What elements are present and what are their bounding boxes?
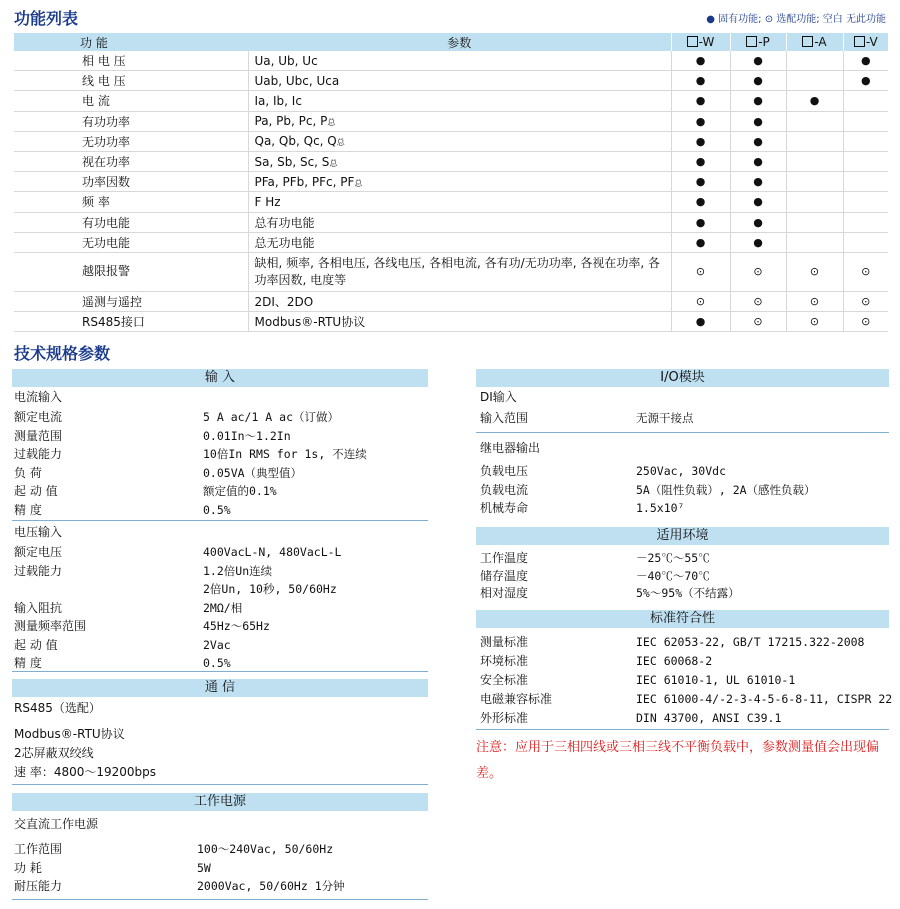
env-spec-value: －25℃～55℃ [636, 551, 710, 565]
comm-line: 2芯屏蔽双绞线 [14, 746, 94, 760]
feature-name: 线 电 压 [14, 71, 248, 91]
io-panel-title: I/O模块 [476, 369, 889, 387]
standard-feature-icon: ● [671, 51, 730, 71]
voltage-spec-value: 45Hz～65Hz [203, 619, 270, 633]
optional-feature-icon: ⊙ [843, 312, 888, 332]
feature-params: 2DI、2DO [248, 291, 671, 311]
param-subscript: 总 [336, 138, 345, 148]
standard-feature-icon: ● [730, 192, 786, 212]
table-row [14, 111, 888, 131]
standard-feature-icon: ● [730, 111, 786, 131]
feature-name: 有功功率 [14, 111, 248, 131]
env-spec-value: －40℃～70℃ [636, 568, 710, 583]
empty-cell [786, 172, 843, 192]
optional-feature-icon: ⊙ [786, 312, 843, 332]
feature-table-header [14, 33, 888, 51]
relay-heading: 继电器输出 [480, 441, 541, 455]
voltage-spec-value: 2倍Un, 10秒, 50/60Hz [203, 582, 337, 596]
feature-name: 视在功率 [14, 151, 248, 171]
feature-name: 越限报警 [14, 252, 248, 291]
empty-cell [786, 111, 843, 131]
voltage-spec-value: 1.2倍Un连续 [203, 563, 273, 578]
feature-params: F Hz [248, 192, 671, 212]
feature-params: 总有功电能 [248, 212, 671, 232]
standard-feature-icon: ● [730, 71, 786, 91]
feature-params: Uab, Ubc, Uca [248, 71, 671, 91]
env-spec-value: 5%～95%（不结露） [636, 586, 740, 600]
optional-feature-icon: ⊙ [671, 252, 730, 291]
standard-feature-icon: ● [671, 232, 730, 252]
empty-cell [843, 192, 888, 212]
divider [476, 729, 889, 730]
param-subscript: 总 [354, 178, 363, 188]
header-model-p: -P [730, 33, 786, 51]
optional-feature-icon: ⊙ [671, 291, 730, 311]
std-panel-title: 标准符合性 [476, 610, 889, 628]
current-spec-value: 0.01In～1.2In [203, 428, 291, 443]
feature-name: RS485接口 [14, 312, 248, 332]
optional-feature-icon: ⊙ [786, 291, 843, 311]
box-icon [746, 36, 757, 47]
box-icon [802, 36, 813, 47]
box-icon [687, 36, 698, 47]
env-panel-title: 适用环境 [476, 527, 889, 545]
current-spec-value: 0.05VA（典型值） [203, 465, 303, 480]
comm-panel-title: 通 信 [12, 679, 428, 697]
feature-name: 有功电能 [14, 212, 248, 232]
relay-spec-label: 负载电压 [480, 464, 529, 478]
feature-name: 遥测与遥控 [14, 291, 248, 311]
feature-params: Sa, Sb, Sc, S总 [248, 151, 671, 171]
divider [12, 899, 428, 900]
voltage-spec-value: 2MΩ/相 [203, 600, 243, 615]
standard-feature-icon: ● [671, 71, 730, 91]
feature-table [14, 33, 888, 332]
std-spec-label: 外形标准 [480, 711, 529, 725]
feature-name: 无功电能 [14, 232, 248, 252]
standard-feature-icon: ● [843, 51, 888, 71]
feature-name: 无功功率 [14, 131, 248, 151]
env-spec-label: 工作温度 [480, 551, 529, 565]
power-spec-label: 耐压能力 [14, 879, 63, 893]
feature-params: Ia, Ib, Ic [248, 91, 671, 111]
feature-params: Pa, Pb, Pc, P总 [248, 111, 671, 131]
empty-cell [843, 151, 888, 171]
di-spec-label: 输入范围 [480, 411, 529, 425]
comm-line: RS485（选配） [14, 701, 101, 715]
current-spec-label: 负 荷 [14, 465, 42, 480]
standard-feature-icon: ● [730, 151, 786, 171]
standard-feature-icon: ● [730, 212, 786, 232]
empty-cell [786, 151, 843, 171]
current-input-heading: 电流输入 [14, 390, 63, 404]
standard-feature-icon: ● [671, 192, 730, 212]
relay-spec-value: 5A（阻性负载）, 2A（感性负载） [636, 482, 816, 497]
empty-cell [786, 71, 843, 91]
empty-cell [843, 131, 888, 151]
header-model-a: -A [786, 33, 843, 51]
box-icon [854, 36, 865, 47]
optional-feature-icon: ⊙ [843, 291, 888, 311]
di-heading: DI输入 [480, 390, 517, 404]
power-spec-label: 功 耗 [14, 860, 42, 875]
std-spec-value: DIN 43700, ANSI C39.1 [636, 711, 782, 725]
power-panel-title: 工作电源 [12, 793, 428, 811]
standard-feature-icon: ● [730, 131, 786, 151]
feature-params: Modbus®-RTU协议 [248, 312, 671, 332]
env-spec-label: 储存温度 [480, 568, 529, 583]
voltage-spec-value: 400VacL-N, 480VacL-L [203, 545, 342, 559]
empty-cell [843, 91, 888, 111]
voltage-spec-value: 0.5% [203, 656, 231, 670]
table-row [14, 192, 888, 212]
empty-cell [843, 111, 888, 131]
param-subscript: 总 [327, 118, 336, 128]
current-spec-label: 精 度 [14, 502, 42, 517]
std-spec-label: 安全标准 [480, 673, 529, 687]
table-row [14, 312, 888, 332]
standard-feature-icon: ● [671, 172, 730, 192]
standard-feature-icon: ● [671, 131, 730, 151]
feature-name: 电 流 [14, 91, 248, 111]
optional-feature-icon: ⊙ [730, 291, 786, 311]
std-spec-value: IEC 60068-2 [636, 654, 713, 668]
specs-section-title: 技术规格参数 [14, 344, 111, 363]
voltage-spec-label: 输入阻抗 [14, 600, 63, 615]
empty-cell [786, 192, 843, 212]
power-spec-value: 5W [197, 860, 211, 875]
relay-spec-value: 250Vac, 30Vdc [636, 464, 727, 478]
optional-feature-icon: ⊙ [730, 252, 786, 291]
relay-spec-label: 负载电流 [480, 482, 529, 497]
input-panel-title: 输 入 [12, 369, 428, 387]
header-model-w: -W [671, 33, 730, 51]
standard-feature-icon: ● [671, 111, 730, 131]
standard-feature-icon: ● [843, 71, 888, 91]
std-spec-label: 环境标准 [480, 654, 529, 668]
voltage-spec-label: 测量频率范围 [14, 619, 87, 633]
std-spec-label: 电磁兼容标准 [480, 692, 553, 706]
empty-cell [843, 212, 888, 232]
relay-spec-value: 1.5x10⁷ [636, 501, 685, 515]
legend: ● 固有功能; ⊙ 选配功能; 空白 无此功能 [706, 14, 886, 25]
table-row [14, 291, 888, 311]
empty-cell [843, 232, 888, 252]
header-model-v: -V [843, 33, 888, 51]
voltage-input-heading: 电压输入 [14, 525, 63, 539]
table-row [14, 212, 888, 232]
power-spec-label: 工作范围 [14, 842, 63, 856]
standard-feature-icon: ● [730, 232, 786, 252]
current-spec-label: 起 动 值 [14, 484, 58, 498]
empty-cell [786, 212, 843, 232]
env-spec-label: 相对湿度 [480, 586, 529, 600]
empty-cell [786, 232, 843, 252]
feature-name: 相 电 压 [14, 51, 248, 71]
note: 注意：应用于三相四线或三相三线不平衡负载中，参数测量值会出现偏差。 [476, 740, 880, 781]
feature-params: Ua, Ub, Uc [248, 51, 671, 71]
divider [476, 432, 889, 433]
table-row [14, 51, 888, 71]
table-row [14, 252, 888, 291]
table-row [14, 71, 888, 91]
voltage-spec-value: 2Vac [203, 637, 231, 652]
divider [12, 520, 428, 521]
voltage-spec-label: 过载能力 [14, 563, 63, 578]
current-spec-label: 额定电流 [14, 410, 63, 424]
relay-spec-label: 机械寿命 [480, 501, 529, 515]
current-spec-value: 0.5% [203, 502, 231, 517]
empty-cell [843, 172, 888, 192]
divider [12, 671, 428, 672]
standard-feature-icon: ● [671, 151, 730, 171]
table-row [14, 172, 888, 192]
standard-feature-icon: ● [730, 91, 786, 111]
std-spec-label: 测量标准 [480, 635, 529, 649]
power-heading: 交直流工作电源 [14, 817, 99, 831]
standard-feature-icon: ● [786, 91, 843, 111]
std-spec-value: IEC 62053-22, GB/T 17215.322-2008 [636, 635, 865, 649]
empty-cell [786, 51, 843, 71]
table-row [14, 232, 888, 252]
current-spec-value: 额定值的0.1% [203, 484, 277, 498]
feature-params: Qa, Qb, Qc, Q总 [248, 131, 671, 151]
std-spec-value: IEC 61010-1, UL 61010-1 [636, 673, 796, 687]
di-spec-value: 无源干接点 [636, 411, 694, 425]
feature-params: 总无功电能 [248, 232, 671, 252]
header-params: 参数 [248, 33, 671, 51]
feature-name: 频 率 [14, 192, 248, 212]
standard-feature-icon: ● [730, 172, 786, 192]
standard-feature-icon: ● [730, 51, 786, 71]
power-spec-value: 100～240Vac, 50/60Hz [197, 842, 334, 856]
feature-params: 缺相, 频率, 各相电压, 各线电压, 各相电流, 各有功/无功功率, 各视在功率, 各功率因数, 电度等 [248, 252, 671, 291]
header-function: 功 能 [14, 33, 248, 51]
features-section-title: 功能列表 [14, 9, 79, 28]
optional-feature-icon: ⊙ [843, 252, 888, 291]
voltage-spec-label: 额定电压 [14, 545, 63, 559]
table-row [14, 151, 888, 171]
current-spec-value: 10倍In RMS for 1s, 不连续 [203, 447, 367, 461]
feature-name: 功率因数 [14, 172, 248, 192]
table-row [14, 91, 888, 111]
comm-line: 速 率：4800～19200bps [14, 765, 157, 779]
feature-params: PFa, PFb, PFc, PF总 [248, 172, 671, 192]
std-spec-value: IEC 61000-4/-2-3-4-5-6-8-11, CISPR 22 [636, 692, 893, 706]
power-spec-value: 2000Vac, 50/60Hz 1分钟 [197, 879, 345, 893]
divider [12, 784, 428, 785]
standard-feature-icon: ● [671, 312, 730, 332]
table-row [14, 131, 888, 151]
optional-feature-icon: ⊙ [730, 312, 786, 332]
param-subscript: 总 [329, 158, 338, 168]
standard-feature-icon: ● [671, 212, 730, 232]
current-spec-label: 过载能力 [14, 447, 63, 461]
voltage-spec-label: 精 度 [14, 656, 42, 670]
current-spec-value: 5 A ac/1 A ac（订做） [203, 410, 340, 424]
current-spec-label: 测量范围 [14, 428, 63, 443]
standard-feature-icon: ● [671, 91, 730, 111]
voltage-spec-label: 起 动 值 [14, 637, 58, 652]
optional-feature-icon: ⊙ [786, 252, 843, 291]
empty-cell [786, 131, 843, 151]
comm-line: Modbus®-RTU协议 [14, 727, 125, 741]
